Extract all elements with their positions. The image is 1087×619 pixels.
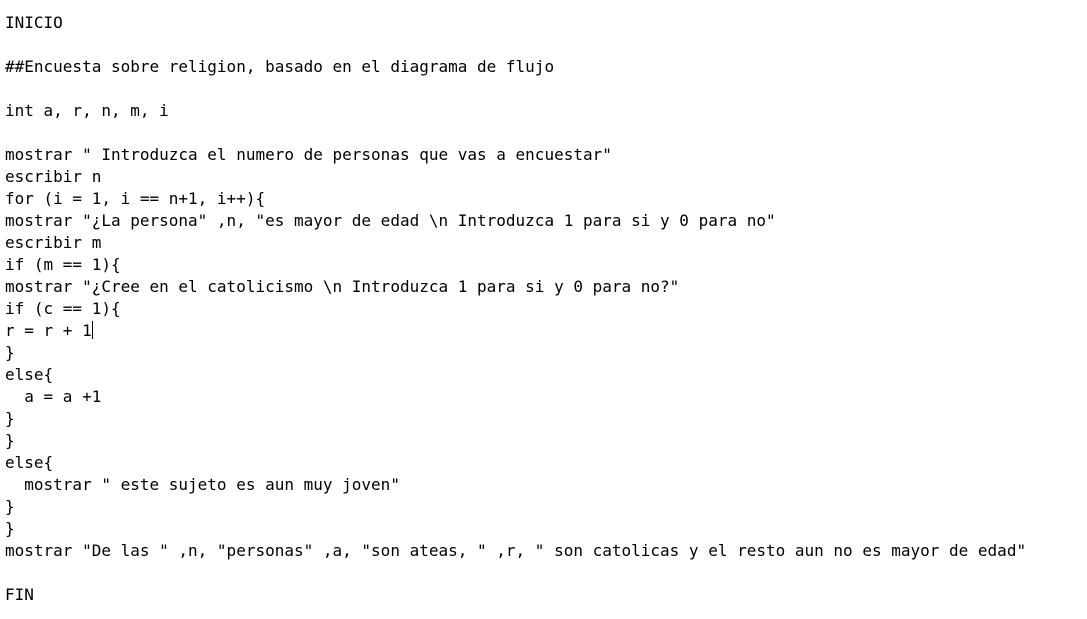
code-line-with-caret[interactable] xyxy=(5,320,1087,342)
code-line[interactable]: } xyxy=(5,519,15,538)
code-line[interactable]: } xyxy=(5,343,15,362)
code-line[interactable]: a = a +1 xyxy=(5,387,102,406)
code-line[interactable]: } xyxy=(5,431,15,450)
code-line[interactable]: mostrar " Introduzca el numero de personas que vas a encuestar" xyxy=(5,145,612,164)
code-line[interactable]: } xyxy=(5,497,15,516)
code-line[interactable]: for (i = 1, i == n+1, i++){ xyxy=(5,189,266,208)
code-line[interactable]: if (c == 1){ xyxy=(5,299,121,318)
text-caret xyxy=(92,321,93,339)
code-line[interactable]: } xyxy=(5,409,15,428)
code-line-text[interactable]: r = r + 1 xyxy=(5,321,92,340)
code-line[interactable]: escribir m xyxy=(5,233,102,252)
code-line[interactable] xyxy=(5,562,1087,584)
code-line[interactable]: else{ xyxy=(5,453,54,472)
code-line[interactable]: mostrar "¿La persona" ,n, "es mayor de edad \n Introduzca 1 para si y 0 para no" xyxy=(5,211,776,230)
code-line[interactable] xyxy=(5,78,1087,100)
code-line[interactable]: else{ xyxy=(5,365,54,384)
code-line[interactable]: mostrar "¿Cree en el catolicismo \n Introduzca 1 para si y 0 para no?" xyxy=(5,277,680,296)
code-line[interactable] xyxy=(5,34,1087,56)
code-line[interactable] xyxy=(5,122,1087,144)
code-line[interactable]: mostrar " este sujeto es aun muy joven" xyxy=(5,475,400,494)
code-line[interactable]: escribir n xyxy=(5,167,102,186)
code-line[interactable]: ##Encuesta sobre religion, basado en el diagrama de flujo xyxy=(5,57,555,76)
code-line[interactable]: INICIO xyxy=(5,13,63,32)
code-line[interactable]: int a, r, n, m, i xyxy=(5,101,169,120)
code-line[interactable]: if (m == 1){ xyxy=(5,255,121,274)
code-line[interactable]: FIN xyxy=(5,585,34,604)
code-line[interactable]: mostrar "De las " ,n, "personas" ,a, "son ateas, " ,r, " son catolicas y el resto aun no es mayor de edad" xyxy=(5,541,1027,560)
